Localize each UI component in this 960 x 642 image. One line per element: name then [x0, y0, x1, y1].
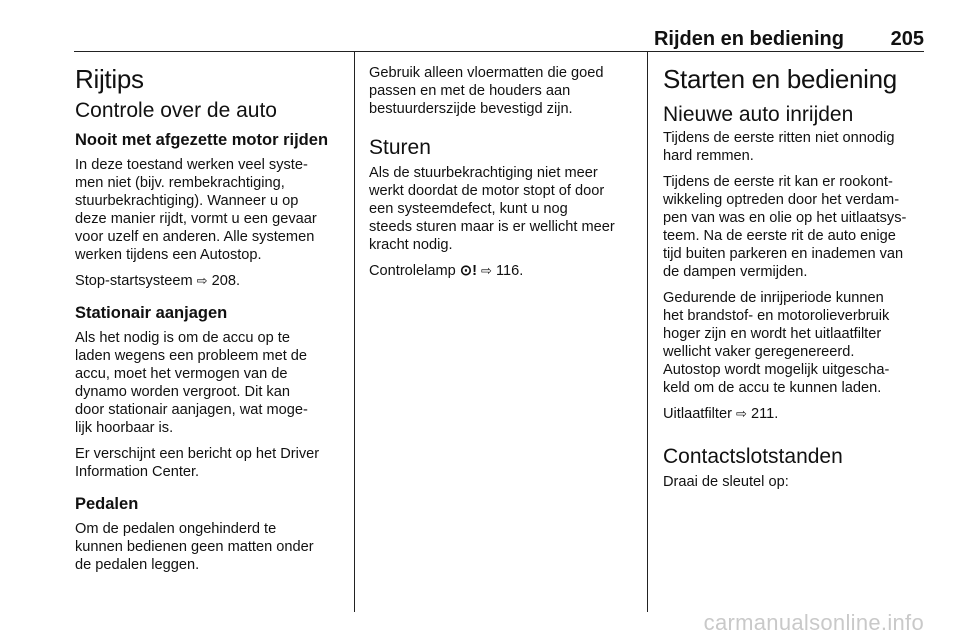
text-line: In deze toestand werken veel syste-	[75, 157, 308, 173]
reference-text: Uitlaatfilter	[663, 406, 732, 422]
text-line: hoger zijn en wordt het uitlaatfilter	[663, 326, 882, 342]
text-line: Gebruik alleen vloermatten die goed	[369, 65, 604, 81]
subsection-heading: Pedalen	[75, 495, 139, 513]
text-line: Als het nodig is om de accu op te	[75, 330, 290, 346]
paragraph	[75, 520, 340, 574]
section-title: Sturen	[369, 136, 431, 159]
cross-reference	[75, 272, 340, 290]
reference-text: Controlelamp	[369, 263, 456, 279]
text-line: lijk hoorbaar is.	[75, 420, 174, 436]
paragraph	[75, 445, 340, 481]
text-line: pen van was en olie op het uitlaatsys-	[663, 210, 907, 226]
page-header	[74, 28, 924, 52]
reference-text: Stop-startsysteem	[75, 273, 193, 289]
text-line: wellicht vaker geregenereerd.	[663, 344, 855, 360]
text-line: stuurbekrachtiging). Wanneer u op	[75, 193, 299, 209]
section-title: Nieuwe auto inrijden	[663, 103, 854, 126]
text-line: accu, moet het vermogen van de	[75, 366, 288, 382]
paragraph	[663, 289, 928, 397]
text-line: keld om de accu te kunnen laden.	[663, 380, 882, 396]
text-line: een systeemdefect, kunt u nog	[369, 201, 568, 217]
header-page-number: 205	[890, 28, 924, 50]
text-line: Tijdens de eerste rit kan er rookont-	[663, 174, 893, 190]
text-line: men niet (bijv. rembekrachtiging,	[75, 175, 285, 191]
reference-page: 208.	[211, 273, 241, 289]
text-line: de dampen vermijden.	[663, 264, 808, 280]
column-divider-2	[647, 52, 648, 612]
watermark: carmanualsonline.info	[703, 610, 924, 635]
paragraph	[663, 129, 928, 165]
reference-page: 116.	[495, 263, 524, 279]
reference-arrow-icon: ⇨	[736, 406, 747, 421]
cross-reference	[369, 262, 634, 280]
text-line: werken tijdens een Autostop.	[75, 247, 262, 263]
paragraph	[75, 329, 340, 437]
warning-lamp-icon: ⊙!	[459, 263, 477, 279]
text-line: voor uzelf en anderen. Alle systemen	[75, 229, 315, 245]
text-line: hard remmen.	[663, 148, 754, 164]
text-line: Tijdens de eerste ritten niet onnodig	[663, 130, 895, 146]
text-line: deze manier rijdt, vormt u een gevaar	[75, 211, 317, 227]
reference-arrow-icon: ⇨	[196, 273, 208, 288]
text-line: Information Center.	[75, 464, 200, 480]
text-line: Gedurende de inrijperiode kunnen	[663, 290, 884, 306]
text-line: bestuurderszijde bevestigd zijn.	[369, 101, 573, 117]
text-line: steeds sturen maar is er wellicht meer	[369, 219, 615, 235]
subsection-heading: Nooit met afgezette motor rijden	[75, 131, 329, 149]
section-title: Controle over de auto	[75, 99, 277, 122]
paragraph	[369, 64, 634, 118]
header-rule	[74, 51, 924, 52]
text-line: wikkeling optreden door het verdam-	[663, 192, 900, 208]
text-line: Draai de sleutel op:	[663, 474, 789, 490]
paragraph	[663, 173, 928, 281]
column-1	[75, 64, 340, 582]
text-line: kunnen bedienen geen matten onder	[75, 539, 314, 555]
text-line: tijd buiten parkeren en inademen van	[663, 246, 904, 262]
text-line: dynamo worden vergroot. Dit kan	[75, 384, 290, 400]
reference-arrow-icon: ⇨	[481, 263, 492, 278]
text-line: de pedalen leggen.	[75, 557, 200, 573]
text-line: het brandstof- en motorolieverbruik	[663, 308, 890, 324]
reference-page: 211.	[750, 406, 779, 422]
text-line: werkt doordat de motor stopt of door	[369, 183, 605, 199]
column-2	[369, 64, 634, 288]
text-line: Autostop wordt mogelijk uitgescha-	[663, 362, 890, 378]
header-section-title: Rijden en bediening	[653, 28, 844, 50]
text-line: teem. Na de eerste rit de auto enige	[663, 228, 896, 244]
subsection-heading: Stationair aanjagen	[75, 304, 228, 322]
column-3	[663, 64, 928, 499]
paragraph	[75, 156, 340, 264]
text-line: passen en met de houders aan	[369, 83, 571, 99]
section-title: Contactslotstanden	[663, 445, 843, 468]
cross-reference	[663, 405, 928, 423]
text-line: door stationair aanjagen, wat moge-	[75, 402, 308, 418]
text-line: Als de stuurbekrachtiging niet meer	[369, 165, 598, 181]
paragraph	[369, 164, 634, 254]
chapter-title: Starten en bediening	[663, 64, 897, 94]
text-line: Er verschijnt een bericht op het Driver	[75, 446, 320, 462]
column-divider-1	[354, 52, 355, 612]
paragraph	[663, 473, 928, 491]
text-line: laden wegens een probleem met de	[75, 348, 308, 364]
text-line: Om de pedalen ongehinderd te	[75, 521, 277, 537]
text-line: kracht nodig.	[369, 237, 453, 253]
chapter-title: Rijtips	[75, 64, 144, 94]
